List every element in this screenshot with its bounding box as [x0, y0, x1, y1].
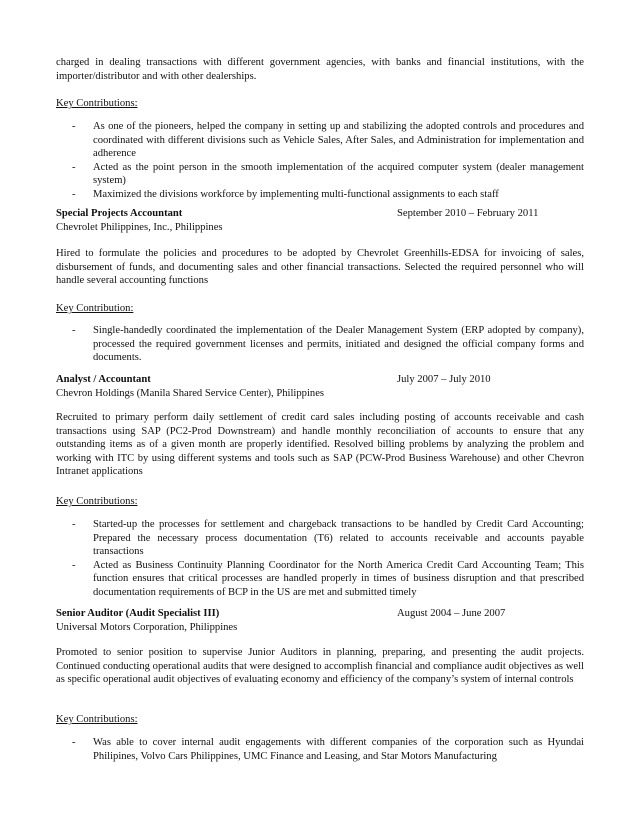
key-contribution-heading-2: [56, 302, 584, 316]
bullet-dash: -: [72, 559, 76, 571]
key-contributions-list-3: [56, 518, 584, 600]
key-contributions-list-1: [56, 120, 584, 202]
list-item: [56, 324, 584, 365]
job-dates: September 2010 – February 2011: [397, 208, 539, 219]
bullet-dash: -: [72, 188, 76, 200]
job-header: [56, 207, 584, 221]
bullet-dash: -: [72, 519, 76, 530]
intro-section: [56, 56, 584, 83]
key-contributions-heading-3: [56, 495, 584, 509]
job-header: [56, 373, 584, 387]
section-heading: Key Contributions:: [56, 496, 138, 507]
company-name: Chevrolet Philippines, Inc., Philippines: [56, 222, 223, 233]
list-item-text: Acted as the point person in the smooth implementation of the acquired computer system (dealer management system): [93, 161, 584, 187]
list-item-text: Acted as Business Continuity Planning Coordinator for the North America Credit Card Accounting Team; This function ensures that critical processes are handled properly in times of business disruption and that prescribed documentation requirements of BCP in the US are met and submitted timely: [93, 559, 584, 598]
list-item: [56, 161, 584, 188]
job-summary-1: [56, 247, 584, 288]
list-item-text: As one of the pioneers, helped the company in setting up and stabilizing the adopted controls and procedures and coordinated with different divisions such as Vehicle Sales, After Sales, and Administration for implementation and adherence: [93, 121, 584, 160]
list-item-text: Single-handedly coordinated the implementation of the Dealer Management System (ERP adopted by company), processed the required government licenses and permits, initiated and designed the official company forms and documents.: [93, 325, 584, 364]
job-title: Senior Auditor (Audit Specialist III): [56, 608, 220, 619]
job-dates: August 2004 – June 2007: [397, 608, 506, 619]
job-summary-3: [56, 646, 584, 687]
job-entry-analyst-accountant: [56, 373, 584, 401]
list-item: [56, 559, 584, 600]
section-heading: Key Contributions:: [56, 714, 138, 725]
job-dates: July 2007 – July 2010: [397, 374, 491, 385]
section-heading: Key Contribution:: [56, 303, 134, 314]
bullet-dash: -: [72, 121, 76, 132]
bullet-dash: -: [72, 737, 76, 748]
key-contributions-heading-4: [56, 713, 584, 727]
job-summary-2: [56, 411, 584, 479]
list-item: [56, 518, 584, 559]
job-summary: Promoted to senior position to supervise Junior Auditors in planning, preparing, and presenting the audit projects. Continued conducting operational audits that were designed to accomplish financial and compliance audit objectives as well as specific operational audit objectives of evaluating economy and efficiency of the company’s system of internal controls: [56, 647, 584, 686]
bullet-dash: -: [72, 325, 76, 336]
key-contributions-list-4: [56, 736, 584, 763]
company-name: Universal Motors Corporation, Philippines: [56, 622, 238, 633]
list-item: [56, 736, 584, 763]
bullet-dash: -: [72, 161, 76, 173]
list-item: [56, 120, 584, 161]
job-title: Special Projects Accountant: [56, 208, 183, 219]
job-header: [56, 607, 584, 621]
job-summary: Recruited to primary perform daily settlement of credit card sales including posting of accounts receivable and cash transactions using SAP (PC2-Prod Downstream) and handle monthly reconciliation of accounts to ensure that any outstanding items as of a given month are properly identified. Resolved billing problems by analyzing the problem and working with ITC by using different systems and tools such as SAP (PCW-Prod Business Warehouse) and other Chevron Intranet applications: [56, 412, 584, 478]
section-heading: Key Contributions:: [56, 98, 138, 109]
job-title: Analyst / Accountant: [56, 374, 151, 385]
company-name: Chevron Holdings (Manila Shared Service Center), Philippines: [56, 388, 325, 399]
list-item-text: Was able to cover internal audit engagements with different companies of the corporation such as Hyundai Philipines, Volvo Cars Philippines, UMC Finance and Leasing, and Star Motors Manufacturing: [93, 737, 584, 762]
job-entry-special-projects: [56, 207, 584, 235]
key-contributions-heading-1: [56, 97, 584, 111]
intro-paragraph: charged in dealing transactions with different government agencies, with banks and financial institutions, with the importer/distributor and with other dealerships.: [56, 57, 584, 82]
list-item-text: Maximized the divisions workforce by implementing multi-functional assignments to each staff: [93, 188, 499, 200]
list-item-text: Started-up the processes for settlement and chargeback transactions to be handled by Credit Card Accounting; Prepared the necessary process documentation (T6) related to accounts receivable and accounts payable transactions: [93, 519, 584, 558]
job-summary: Hired to formulate the policies and procedures to be adopted by Chevrolet Greenhills-EDSA for invoicing of sales, disbursement of funds, and documenting sales and other financial transactions. Selected the required personnel who will handle several accounting functions: [56, 248, 584, 287]
job-entry-senior-auditor: [56, 607, 584, 635]
list-item: [56, 188, 584, 202]
key-contribution-list-2: [56, 324, 584, 365]
